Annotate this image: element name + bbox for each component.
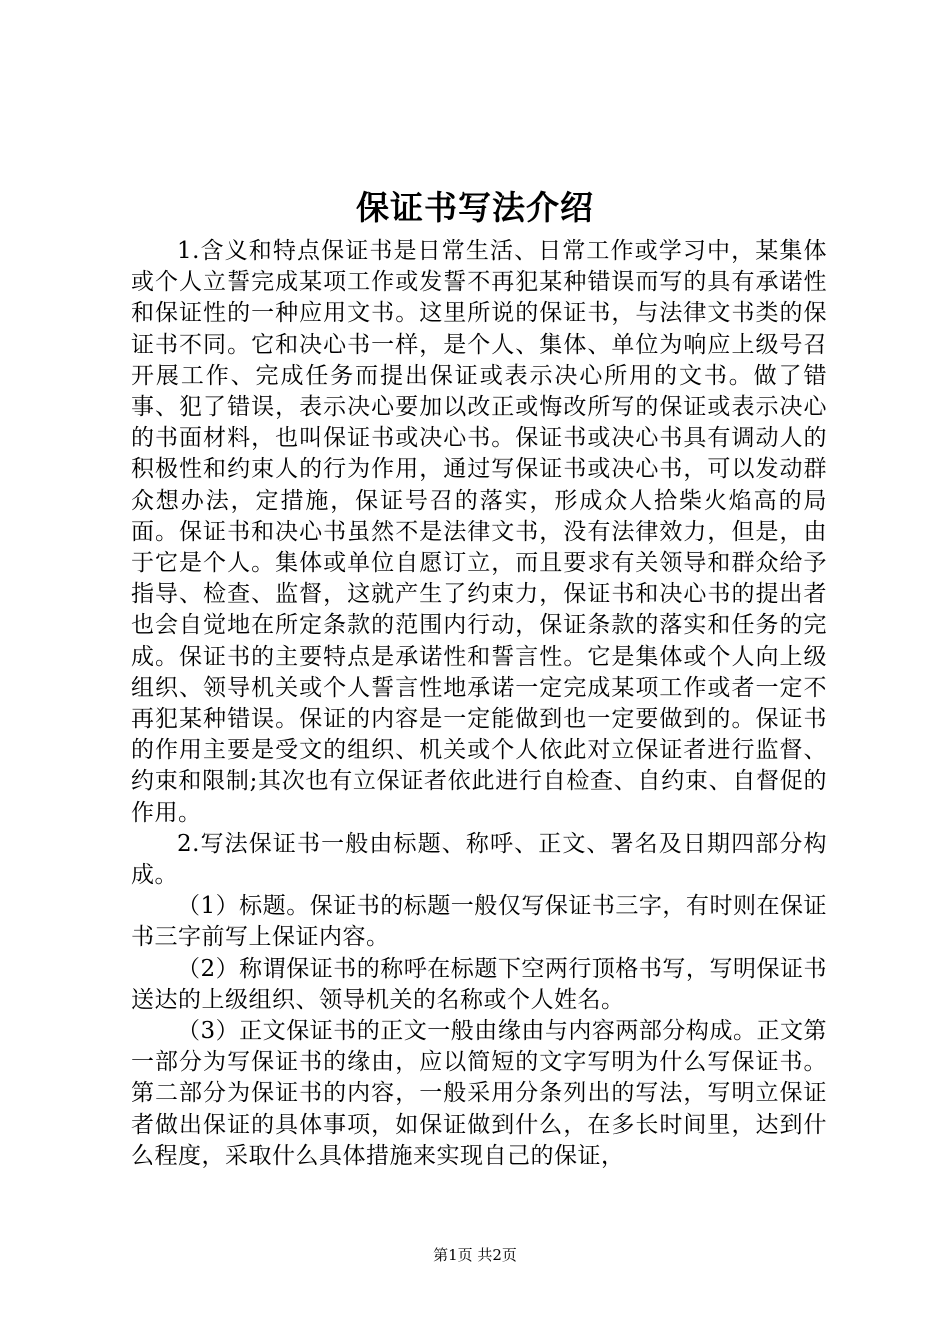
- paragraph-definition: 1.含义和特点保证书是日常生活、日常工作或学习中，某集体或个人立誓完成某项工作或发誓不再犯某种错误而写的具有承诺性和保证性的一种应用文书。这里所说的保证书，与法律文书类的保证书不同。它和决心书一样，是个人、集体、单位为响应上级号召开展工作、完成任务而提出保证或表示决心所用的文书。做了错事、犯了错误，表示决心要加以改正或悔改所写的保证或表示决心的书面材料，也叫保证书或决心书。保证书或决心书具有调动人的积极性和约束人的行为作用，通过写保证书或决心书，可以发动群众想办法，定措施，保证号召的落实，形成众人拾柴火焰高的局面。保证书和决心书虽然不是法律文书，没有法律效力，但是，由于它是个人。集体或单位自愿订立，而且要求有关领导和群众给予指导、检查、监督，这就产生了约束力，保证书和决心书的提出者也会自觉地在所定条款的范围内行动，保证条款的落实和任务的完成。保证书的主要特点是承诺性和誓言性。它是集体或个人向上级组织、领导机关或个人誓言性地承诺一定完成某项工作或者一定不再犯某种错误。保证的内容是一定能做到也一定要做到的。保证书的作用主要是受文的组织、机关或个人依此对立保证者进行监督、约束和限制;其次也有立保证者依此进行自检查、自约束、自督促的作用。: [131, 238, 827, 826]
- page-number-footer: 第1页 共2页: [433, 1246, 517, 1264]
- document-title: 保证书写法介绍: [356, 188, 594, 227]
- paragraph-title-section: （1）标题。保证书的标题一般仅写保证书三字，有时则在保证书三字前写上保证内容。: [131, 893, 827, 951]
- paragraph-salutation-section: （2）称谓保证书的称呼在标题下空两行顶格书写，写明保证书送达的上级组织、领导机关的名称或个人姓名。: [131, 955, 827, 1013]
- document-body: [131, 236, 827, 1172]
- paragraph-body-section: （3）正文保证书的正文一般由缘由与内容两部分构成。正文第一部分为写保证书的缘由，应以简短的文字写明为什么写保证书。第二部分为保证书的内容，一般采用分条列出的写法，写明立保证者做出保证的具体事项，如保证做到什么，在多长时间里，达到什么程度，采取什么具体措施来实现自己的保证，: [131, 1018, 827, 1169]
- paragraph-writing-method: 2.写法保证书一般由标题、称呼、正文、署名及日期四部分构成。: [131, 830, 827, 889]
